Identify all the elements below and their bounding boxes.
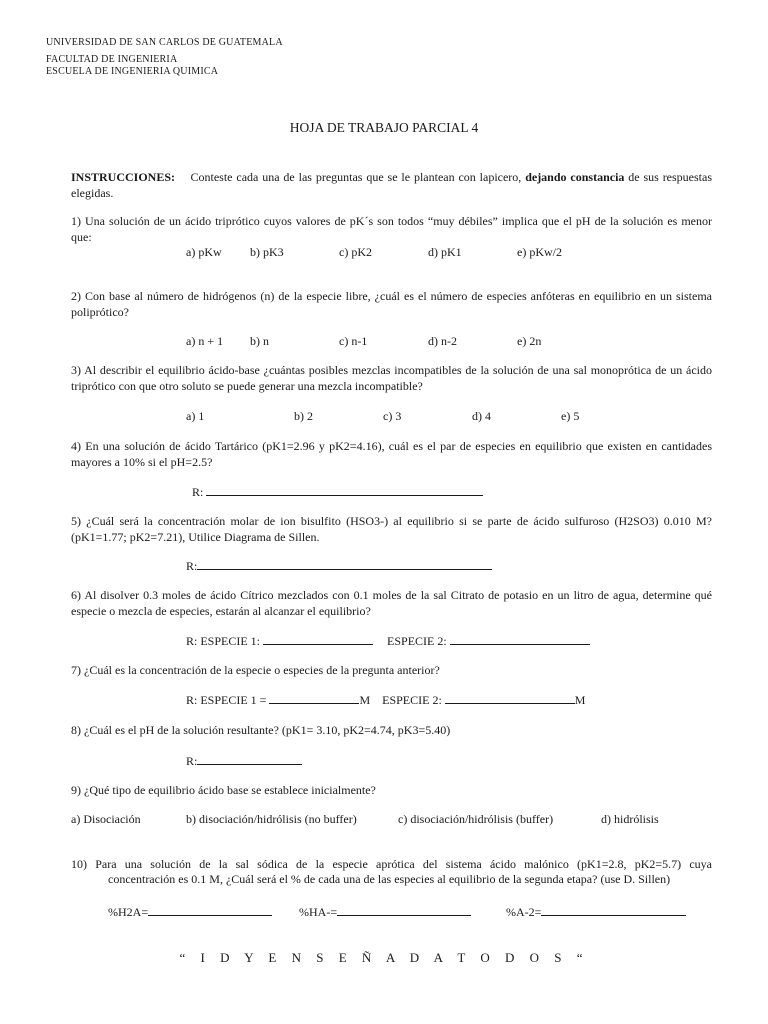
q3-option-b: b) 2	[294, 409, 313, 423]
q7-unit-2: M	[574, 693, 586, 707]
q5-answer	[186, 557, 492, 573]
q6-blank-species-2[interactable]	[450, 632, 590, 645]
q2-option-c: c) n-1	[339, 334, 368, 348]
question-4-text: 4) En una solución de ácido Tartárico (pK1=2.96 y pK2=4.16), cuál es el par de especies en equilibrio que existen en cantidades mayores a 10% si el pH=2.5?	[71, 439, 712, 469]
university-name: UNIVERSIDAD DE SAN CARLOS DE GUATEMALA	[46, 37, 283, 48]
question-5-text: 5) ¿Cuál será la concentración molar de ion bisulfito (HSO3-) al equilibrio si se parte de ácido sulfuroso (H2SO3) 0.010 M? (pK1=1.77; pK2=7.21), Utilice Diagrama de Sillen.	[71, 514, 712, 544]
instructions-text: Conteste cada una de las preguntas que se le plantean con lapicero,	[190, 170, 522, 184]
q3-option-d: d) 4	[472, 409, 491, 423]
q2-option-d: d) n-2	[428, 334, 457, 348]
q8-answer	[186, 752, 302, 768]
q10-answer-a2	[506, 903, 686, 919]
motto: “ I D Y E N S E Ñ A D A T O D O S “	[179, 950, 589, 965]
question-1-text: 1) Una solución de un ácido triprótico cuyos valores de pK´s son todos “muy débiles” implica que el pH de la solución es menor que:	[71, 214, 712, 244]
q9-option-c: c) disociación/hidrólisis (buffer)	[398, 812, 554, 826]
q10-answer-h2a	[108, 903, 272, 919]
question-6-text: 6) Al disolver 0.3 moles de ácido Cítrico mezclados con 0.1 moles de la sal Citrato de potasio en un litro de agua, determine qué especie o mezcla de especies, estarán al alcanzar el equilibrio?	[71, 588, 712, 618]
q4-answer-label: R:	[192, 485, 204, 499]
q10-blank-ha[interactable]	[337, 903, 471, 916]
q10-label-a2: %A-2=	[506, 905, 542, 919]
q2-option-b: b) n	[250, 334, 269, 348]
q8-answer-label: R:	[186, 754, 198, 768]
q10-label-ha: %HA-=	[299, 905, 338, 919]
q9-option-a: a) Disociación	[71, 812, 141, 826]
q2-option-e: e) 2n	[517, 334, 542, 348]
q7-blank-species-1[interactable]	[269, 691, 359, 704]
q1-option-b: b) pK3	[250, 245, 284, 259]
q1-option-a: a) pKw	[186, 245, 222, 259]
q7-unit-1: M	[359, 693, 371, 707]
q7-answer	[186, 691, 585, 707]
q4-answer-blank[interactable]	[206, 483, 483, 496]
instructions-tail: de sus respuestas elegidas.	[71, 170, 713, 200]
q6-label-species-2: ESPECIE 2:	[387, 634, 447, 648]
q2-option-a: a) n + 1	[186, 334, 224, 348]
question-8-text: 8) ¿Cuál es el pH de la solución resultante? (pK1= 3.10, pK2=4.74, pK3=5.40)	[71, 723, 451, 737]
instructions-label: INSTRUCCIONES:	[71, 170, 176, 184]
q6-blank-species-1[interactable]	[263, 632, 373, 645]
q4-answer	[192, 483, 483, 499]
q1-option-e: e) pKw/2	[517, 245, 562, 259]
school-name: ESCUELA DE INGENIERIA QUIMICA	[46, 66, 219, 77]
question-7-text: 7) ¿Cuál es la concentración de la especie o especies de la pregunta anterior?	[71, 663, 440, 677]
q7-blank-species-2[interactable]	[445, 691, 575, 704]
q10-answer-ha	[299, 903, 471, 919]
q7-label-species-1: R: ESPECIE 1 =	[186, 693, 267, 707]
question-9-text: 9) ¿Qué tipo de equilibrio ácido base se establece inicialmente?	[71, 783, 376, 797]
instructions-bold: dejando constancia	[525, 170, 625, 184]
question-10-line-2: concentración es 0.1 M, ¿Cuál será el % de cada una de las especies al equilibrio de la segunda etapa? (use D. Sillen)	[108, 872, 671, 886]
q3-option-a: a) 1	[186, 409, 205, 423]
q1-option-d: d) pK1	[428, 245, 462, 259]
q8-answer-blank[interactable]	[197, 752, 302, 765]
faculty-name: FACULTAD DE INGENIERIA	[46, 54, 178, 65]
q6-answer	[186, 632, 590, 648]
question-10-line-1: 10) Para una solución de la sal sódica de la especie aprótica del sistema ácido malónico (pK1=2.8, pK2=5.7) cuya	[71, 857, 712, 871]
q6-label-species-1: R: ESPECIE 1:	[186, 634, 261, 648]
q10-blank-h2a[interactable]	[148, 903, 272, 916]
question-3-text: 3) Al describir el equilibrio ácido-base ¿cuántas posibles mezclas incompatibles de la solución de una sal monoprótica de un ácido triprótico con que otro soluto se puede generar una mezcla incompatible?	[71, 363, 712, 393]
q1-option-c: c) pK2	[339, 245, 372, 259]
q10-label-h2a: %H2A=	[108, 905, 149, 919]
q5-answer-label: R:	[186, 559, 198, 573]
q9-option-d: d) hidrólisis	[601, 812, 659, 826]
q10-blank-a2[interactable]	[541, 903, 686, 916]
q5-answer-blank[interactable]	[197, 557, 492, 570]
instructions	[71, 169, 712, 201]
q3-option-e: e) 5	[561, 409, 580, 423]
question-2-text: 2) Con base al número de hidrógenos (n) de la especie libre, ¿cuál es el número de especies anfóteras en equilibrio en un sistema poliprótico?	[71, 289, 712, 319]
page-title: HOJA DE TRABAJO PARCIAL 4	[289, 120, 479, 135]
q3-option-c: c) 3	[383, 409, 402, 423]
q7-label-species-2: ESPECIE 2:	[382, 693, 442, 707]
q9-option-b: b) disociación/hidrólisis (no buffer)	[186, 812, 357, 826]
